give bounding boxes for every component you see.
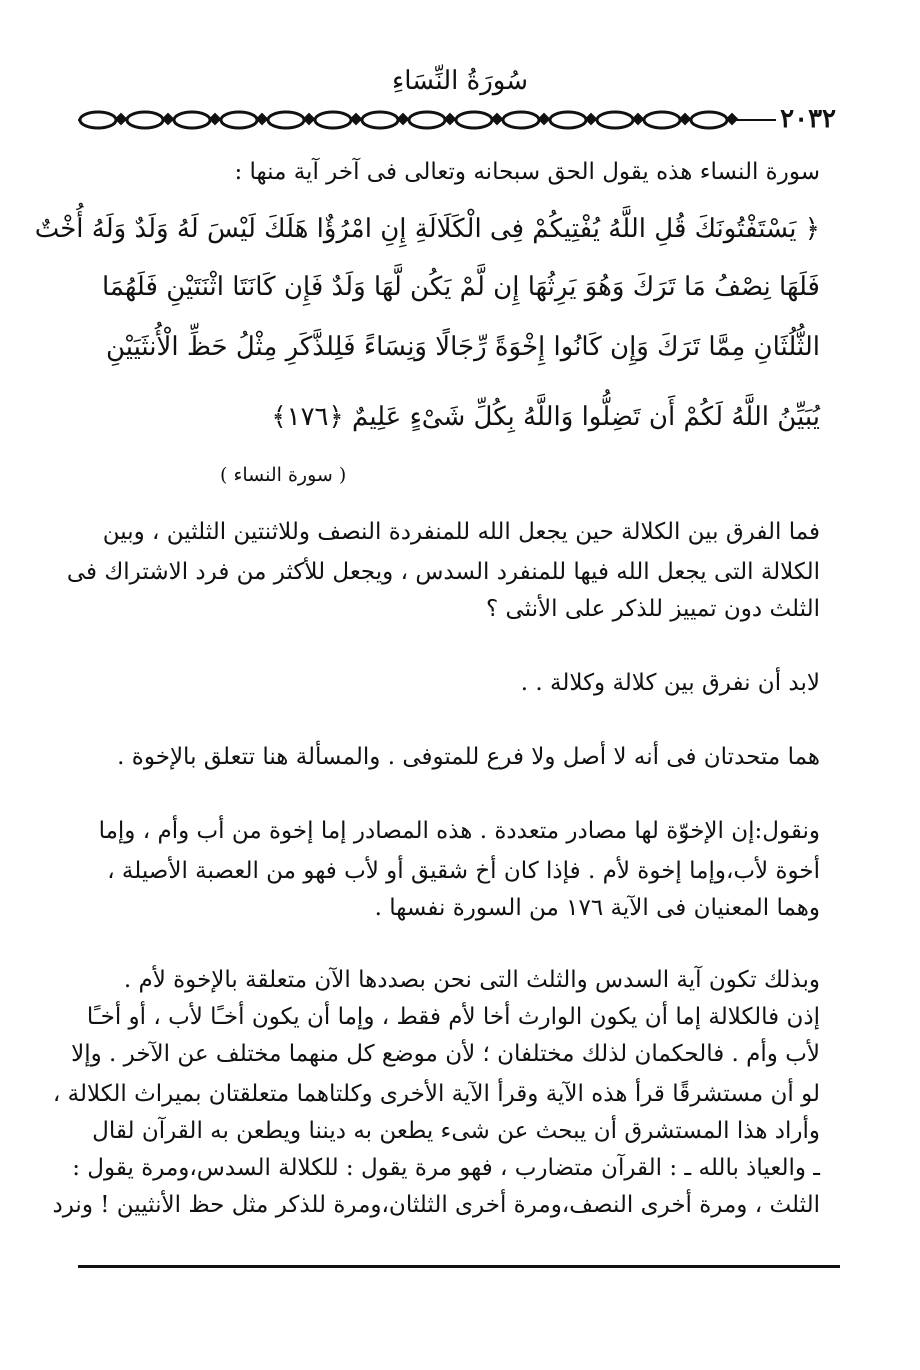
paragraph-4-line-3: وهما المعنيان فى الآية ١٧٦ من السورة نفسها . bbox=[374, 895, 820, 921]
verse-source: ( سورة النساء ) bbox=[220, 464, 347, 486]
paragraph-2: لابد أن نفرق بين كلالة وكلالة . . bbox=[520, 670, 820, 696]
paragraph-5-line-2: إذن فالكلالة إما أن يكون الوارث أخا لأم فقط ، وإما أن يكون أخـًا لأب ، أو أخـًا bbox=[86, 1004, 820, 1030]
paragraph-1-line-3: الثلث دون تمييز للذكر على الأنثى ؟ bbox=[486, 596, 820, 622]
paragraph-5-line-6: ـ والعياذ بالله ـ : القرآن متضارب ، فهو مرة يقول : للكلالة السدس،ومرة يقول : bbox=[72, 1155, 820, 1181]
verse-line-2: فَلَهَا نِصْفُ مَا تَرَكَ وَهُوَ يَرِثُهَا إِن لَّمْ يَكُن لَّهَا وَلَدٌ فَإِن كَانَتَا اثْنَتَيْنِ فَلَهُمَا bbox=[101, 272, 820, 302]
paragraph-5-line-1: وبذلك تكون آية السدس والثلث التى نحن بصددها الآن متعلقة بالإخوة لأم . bbox=[123, 967, 820, 993]
paragraph-3: هما متحدتان فى أنه لا أصل ولا فرع للمتوفى . والمسألة هنا تتعلق بالإخوة . bbox=[117, 744, 820, 770]
paragraph-5-line-3: لأب وأم . فالحكمان لذلك مختلفان ؛ لأن موضع كل منهما مختلف عن الآخر . وإلا bbox=[71, 1041, 820, 1067]
verse-line-4: يُبَيِّنُ اللَّهُ لَكُمْ أَن تَضِلُّوا وَاللَّهُ بِكُلِّ شَىْءٍ عَلِيمٌ ﴿١٧٦﴾ bbox=[271, 402, 820, 432]
verse-line-1: ﴿ يَسْتَفْتُونَكَ قُلِ اللَّهُ يُفْتِيكُمْ فِى الْكَلَالَةِ إِنِ امْرُؤٌا هَلَكَ لَيْسَ لَهُ وَلَدٌ وَلَهُ أُخْتٌ bbox=[34, 214, 820, 244]
surah-title: سُورَةُ النِّسَاءِ bbox=[392, 66, 528, 96]
paragraph-5-line-7: الثلث ، ومرة أخرى النصف،ومرة أخرى الثلثان،ومرة للذكر مثل حظ الأنثيين ! ونرد bbox=[52, 1192, 820, 1218]
ornamental-border bbox=[78, 106, 840, 134]
page-number: ٢٠٣٢ bbox=[776, 104, 840, 134]
intro-line: سورة النساء هذه يقول الحق سبحانه وتعالى فى آخر آية منها : bbox=[234, 159, 820, 185]
paragraph-5-line-4: لو أن مستشرقًا قرأ هذه الآية وقرأ الآية الأخرى وكلتاهما متعلقتان بميراث الكلالة ، bbox=[52, 1081, 820, 1107]
paragraph-4-line-2: أخوة لأب،وإما إخوة لأم . فإذا كان أخ شقيق أو لأب فهو من العصبة الأصيلة ، bbox=[107, 858, 820, 884]
verse-line-3: الثُّلُثَانِ مِمَّا تَرَكَ وَإِن كَانُوا إِخْوَةً رِّجَالًا وَنِسَاءً فَلِلذَّكَرِ مِثْلُ حَظِّ الْأُنثَيَيْنِ bbox=[105, 332, 820, 362]
paragraph-5-line-5: وأراد هذا المستشرق أن يبحث عن شىء يطعن به ديننا ويطعن به القرآن لقال bbox=[92, 1118, 820, 1144]
paragraph-1-line-1: فما الفرق بين الكلالة حين يجعل الله للمنفردة النصف وللاثنتين الثلثين ، وبين bbox=[102, 519, 820, 545]
paragraph-1-line-2: الكلالة التى يجعل الله فيها للمنفرد السدس ، ويجعل للأكثر من فرد الاشتراك فى bbox=[66, 559, 820, 585]
paragraph-4-line-1: ونقول:إن الإخوّة لها مصادر متعددة . هذه المصادر إما إخوة من أب وأم ، وإما bbox=[98, 818, 820, 844]
bottom-rule bbox=[78, 1265, 840, 1268]
